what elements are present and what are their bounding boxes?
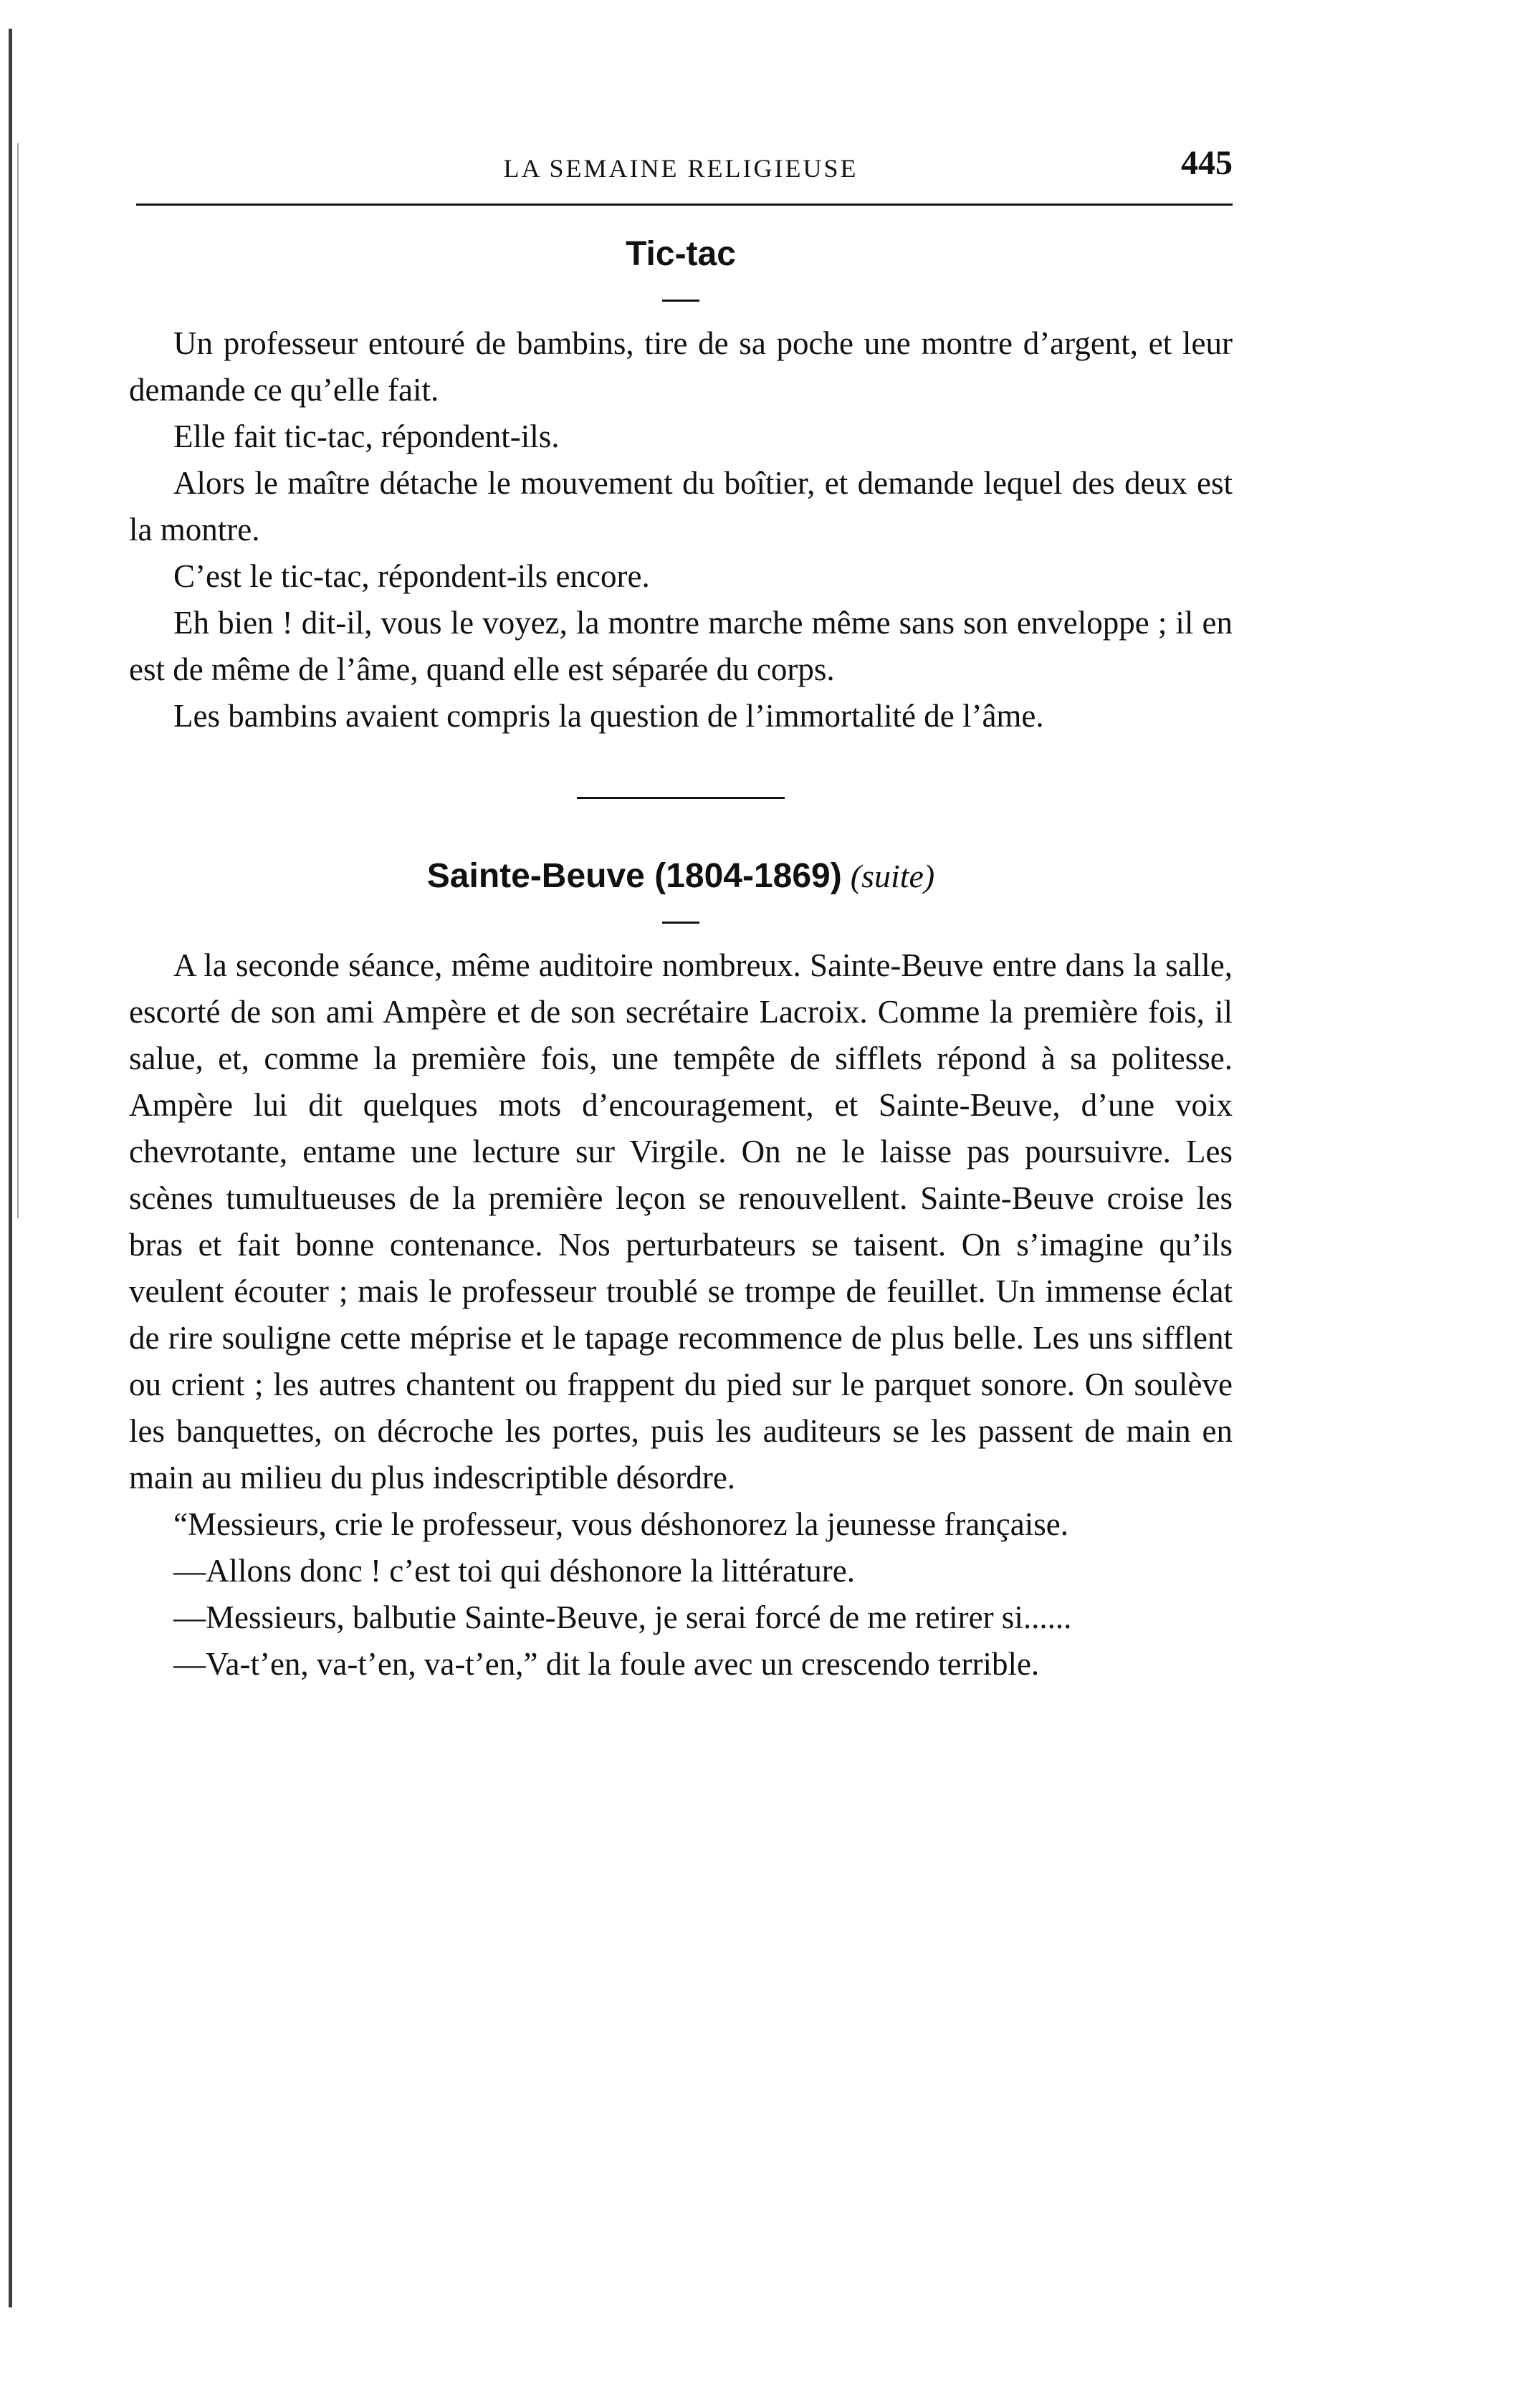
section-title-text: Sainte-Beuve (1804-1869) [426,857,842,895]
paragraph: Alors le maître détache le mouvement du boîtier, et demande lequel des deux est la montre. [129,465,1233,547]
section-title-suffix: (suite) [850,858,935,894]
section-title-sainte-beuve [129,856,1233,896]
header-rule [136,204,1233,206]
paragraph: “Messieurs, crie le professeur, vous déshonorez la jeunesse française. [173,1506,1068,1542]
paragraph: Un professeur entouré de bambins, tire de sa poche une montre d’argent, et leur demande ce qu’elle fait. [129,325,1233,408]
paragraph: Eh bien ! dit-il, vous le voyez, la montre marche même sans son enveloppe ; il en est de même de l’âme, quand elle est séparée du corps. [129,605,1233,687]
paragraph: Elle fait tic-tac, répondent-ils. [173,418,560,454]
book-page [129,143,1233,1688]
paragraph: —Allons donc ! c’est toi qui déshonore la littérature. [173,1553,855,1589]
page-binding-edge [9,29,12,2307]
paragraph: Les bambins avaient compris la question de l’immortalité de l’âme. [173,698,1044,734]
section-divider [577,797,785,799]
paragraph: —Va-t’en, va-t’en, va-t’en,” dit la foule avec un crescendo terrible. [173,1646,1040,1682]
title-dash [662,300,699,302]
section-title-tic-tac: Tic-tac [626,235,736,273]
running-head [129,143,1233,201]
running-title: LA SEMAINE RELIGIEUSE [503,154,859,183]
paragraph: —Messieurs, balbutie Sainte-Beuve, je serai forcé de me retirer si...... [173,1599,1072,1635]
title-dash [662,922,699,924]
paragraph: A la seconde séance, même auditoire nombreux. Sainte-Beuve entre dans la salle, escorté de son ami Ampère et de son secrétaire Lacroix. Comme la première fois, il salue, et, comme la première fois, une tempête de sifflets répond à sa politesse. Ampère lui dit quelques mots d’encouragement, et Sainte-Beuve, d’une voix chevrotante, entame une lecture sur Virgile. On ne le laisse pas poursuivre. Les scènes tumultueuses de la première leçon se renouvellent. Sainte-Beuve croise les bras et fait bonne contenance. Nos perturbateurs se taisent. On s’imagine qu’ils veulent écouter ; mais le professeur troublé se trompe de feuillet. Un immense éclat de rire souligne cette méprise et le tapage recommence de plus belle. Les uns sifflent ou crient ; les autres chantent ou frappent du pied sur le parquet sonore. On soulève les banquettes, on décroche les portes, puis les auditeurs se les passent de main en main au milieu du plus indescriptible désordre. [129,947,1233,1496]
paragraph: C’est le tic-tac, répondent-ils encore. [173,558,650,594]
page-binding-shadow [17,143,19,1218]
page-number: 445 [1181,144,1233,182]
